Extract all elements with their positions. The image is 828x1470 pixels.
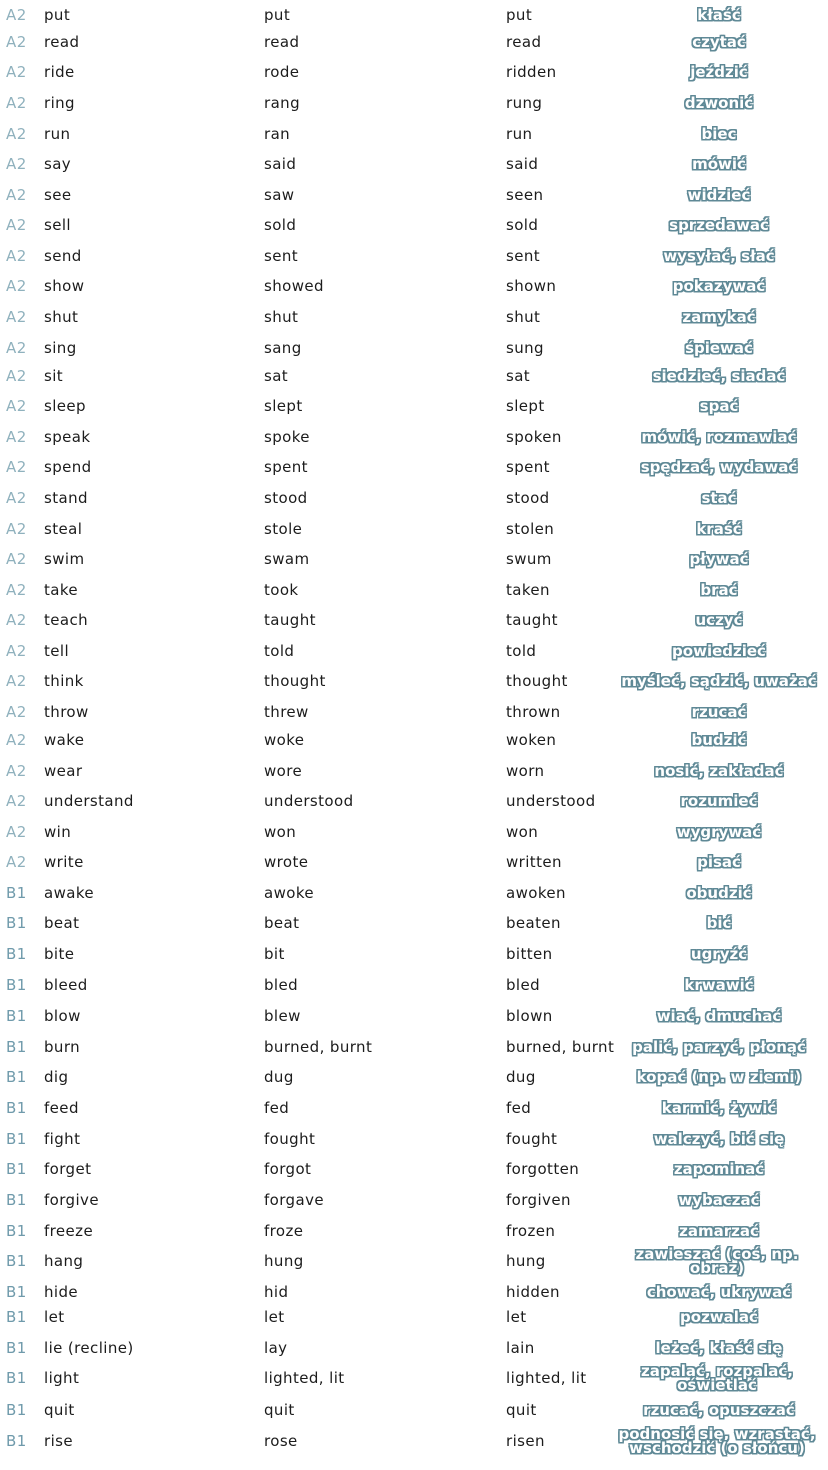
polish-translation: czytać: [692, 33, 746, 51]
base-form: stand: [44, 489, 88, 507]
table-row: [0, 939, 828, 969]
base-form: spend: [44, 458, 92, 476]
base-form: burn: [44, 1038, 81, 1056]
base-form: beat: [44, 914, 80, 932]
polish-translation: wygrywać: [676, 823, 762, 841]
table-row: [0, 1062, 828, 1092]
past-participle: burned, burnt: [506, 1038, 615, 1056]
polish-translation: kłaść: [697, 6, 741, 24]
level-badge: A2: [6, 155, 27, 173]
past-participle: won: [506, 823, 539, 841]
base-form: freeze: [44, 1222, 94, 1240]
polish-translation: widzieć: [687, 186, 751, 204]
polish-translation: pozwalać: [680, 1308, 758, 1326]
past-participle: forgotten: [506, 1160, 580, 1178]
base-form: ride: [44, 63, 75, 81]
level-badge: B1: [6, 976, 27, 994]
past-participle: understood: [506, 792, 596, 810]
base-form: put: [44, 6, 71, 24]
level-badge: B1: [6, 914, 27, 932]
polish-translation: ugryźć: [690, 945, 748, 963]
base-form: rise: [44, 1432, 73, 1450]
past-simple: wrote: [264, 853, 309, 871]
past-simple: bit: [264, 945, 285, 963]
base-form: tell: [44, 642, 70, 660]
base-form: fight: [44, 1130, 81, 1148]
base-form: forget: [44, 1160, 92, 1178]
base-form: show: [44, 277, 85, 295]
table-row: [0, 1363, 828, 1393]
base-form: dig: [44, 1068, 69, 1086]
table-row: [0, 361, 828, 391]
level-badge: A2: [6, 762, 27, 780]
past-simple: stole: [264, 520, 303, 538]
past-simple: read: [264, 33, 300, 51]
past-simple: thought: [264, 672, 326, 690]
past-simple: hung: [264, 1252, 304, 1270]
polish-translation: śpiewać: [685, 339, 753, 357]
polish-translation: myśleć, sądzić, uważać: [621, 672, 817, 690]
base-form: sing: [44, 339, 77, 357]
past-simple: shut: [264, 308, 299, 326]
level-badge: B1: [6, 1339, 27, 1357]
past-simple: burned, burnt: [264, 1038, 373, 1056]
level-badge: A2: [6, 33, 27, 51]
table-row: [0, 333, 828, 363]
polish-translation: zapalać, rozpalać, oświetlać: [641, 1362, 793, 1394]
table-row: [0, 302, 828, 332]
level-badge: A2: [6, 611, 27, 629]
past-participle: taken: [506, 581, 550, 599]
table-row: [0, 452, 828, 482]
level-badge: A2: [6, 63, 27, 81]
base-form: steal: [44, 520, 83, 538]
past-simple: forgot: [264, 1160, 312, 1178]
level-badge: A2: [6, 367, 27, 385]
base-form: shut: [44, 308, 79, 326]
table-row: [0, 1302, 828, 1332]
table-row: [0, 1426, 828, 1456]
base-form: lie (recline): [44, 1339, 134, 1357]
past-participle: sung: [506, 339, 544, 357]
level-badge: B1: [6, 1007, 27, 1025]
polish-translation: pisać: [697, 853, 741, 871]
past-participle: spent: [506, 458, 550, 476]
polish-translation: powiedzieć: [672, 642, 766, 660]
base-form: win: [44, 823, 72, 841]
base-form: understand: [44, 792, 134, 810]
level-badge: B1: [6, 1369, 27, 1387]
past-participle: said: [506, 155, 539, 173]
polish-translation: uczyć: [695, 611, 743, 629]
polish-translation: spędzać, wydawać: [640, 458, 798, 476]
past-simple: let: [264, 1308, 285, 1326]
past-simple: said: [264, 155, 297, 173]
polish-translation: jeździć: [690, 63, 748, 81]
base-form: think: [44, 672, 84, 690]
past-simple: hid: [264, 1283, 289, 1301]
polish-translation: sprzedawać: [669, 216, 769, 234]
level-badge: A2: [6, 458, 27, 476]
past-participle: lighted, lit: [506, 1369, 587, 1387]
base-form: awake: [44, 884, 95, 902]
past-simple: understood: [264, 792, 354, 810]
past-participle: bitten: [506, 945, 553, 963]
past-simple: saw: [264, 186, 295, 204]
past-simple: fed: [264, 1099, 290, 1117]
level-badge: A2: [6, 520, 27, 538]
past-participle: stood: [506, 489, 550, 507]
past-participle: told: [506, 642, 537, 660]
past-participle: shown: [506, 277, 557, 295]
past-participle: ridden: [506, 63, 557, 81]
past-simple: wore: [264, 762, 303, 780]
polish-translation: walczyć, bić się: [653, 1130, 785, 1148]
polish-translation: zawieszać (coś, np. obraz): [635, 1245, 799, 1277]
polish-translation: zamarzać: [679, 1222, 759, 1240]
past-participle: swum: [506, 550, 552, 568]
table-row: [0, 817, 828, 847]
polish-translation: stać: [701, 489, 737, 507]
past-simple: awoke: [264, 884, 315, 902]
level-badge: B1: [6, 1308, 27, 1326]
table-row: [0, 1032, 828, 1062]
polish-translation: wiać, dmuchać: [656, 1007, 782, 1025]
past-simple: sat: [264, 367, 289, 385]
level-badge: A2: [6, 94, 27, 112]
polish-translation: chować, ukrywać: [646, 1283, 792, 1301]
polish-translation: kopać (np. w ziemi): [636, 1068, 802, 1086]
table-row: [0, 1333, 828, 1363]
level-badge: B1: [6, 1252, 27, 1270]
polish-translation: palić, parzyć, płonąć: [632, 1038, 806, 1056]
past-participle: read: [506, 33, 542, 51]
table-row: [0, 1093, 828, 1123]
level-badge: A2: [6, 550, 27, 568]
base-form: hide: [44, 1283, 79, 1301]
base-form: send: [44, 247, 82, 265]
past-participle: risen: [506, 1432, 545, 1450]
table-row: [0, 180, 828, 210]
table-row: [0, 27, 828, 57]
polish-translation: budzić: [691, 731, 747, 749]
polish-translation: kraść: [696, 520, 742, 538]
past-simple: beat: [264, 914, 300, 932]
past-simple: woke: [264, 731, 305, 749]
polish-translation: rzucać, opuszczać: [643, 1401, 795, 1419]
base-form: feed: [44, 1099, 79, 1117]
past-participle: spoken: [506, 428, 562, 446]
past-simple: lighted, lit: [264, 1369, 345, 1387]
past-simple: bled: [264, 976, 299, 994]
polish-translation: leżeć, kłaść się: [655, 1339, 783, 1357]
past-simple: stood: [264, 489, 308, 507]
level-badge: A2: [6, 428, 27, 446]
table-row: [0, 422, 828, 452]
level-badge: B1: [6, 1068, 27, 1086]
base-form: swim: [44, 550, 85, 568]
polish-translation: obudzić: [686, 884, 752, 902]
polish-translation: nosić, zakładać: [654, 762, 784, 780]
polish-translation: zapominać: [673, 1160, 765, 1178]
polish-translation: karmić, żywić: [661, 1099, 777, 1117]
past-simple: sent: [264, 247, 299, 265]
base-form: write: [44, 853, 84, 871]
table-row: [0, 756, 828, 786]
base-form: throw: [44, 703, 89, 721]
table-row: [0, 666, 828, 696]
past-participle: rung: [506, 94, 543, 112]
base-form: bite: [44, 945, 75, 963]
table-row: [0, 786, 828, 816]
base-form: wake: [44, 731, 85, 749]
polish-translation: pokazywać: [672, 277, 766, 295]
level-badge: B1: [6, 1401, 27, 1419]
table-row: [0, 210, 828, 240]
base-form: hang: [44, 1252, 84, 1270]
level-badge: B1: [6, 1160, 27, 1178]
level-badge: A2: [6, 125, 27, 143]
past-participle: fought: [506, 1130, 558, 1148]
table-row: [0, 483, 828, 513]
level-badge: A2: [6, 581, 27, 599]
past-participle: taught: [506, 611, 558, 629]
past-simple: dug: [264, 1068, 294, 1086]
table-row: [0, 88, 828, 118]
base-form: wear: [44, 762, 83, 780]
table-row: [0, 514, 828, 544]
past-participle: forgiven: [506, 1191, 571, 1209]
level-badge: A2: [6, 277, 27, 295]
past-participle: stolen: [506, 520, 555, 538]
past-participle: hung: [506, 1252, 546, 1270]
table-row: [0, 1395, 828, 1425]
table-row: [0, 847, 828, 877]
base-form: bleed: [44, 976, 88, 994]
polish-translation: zamykać: [682, 308, 756, 326]
past-participle: beaten: [506, 914, 561, 932]
level-badge: A2: [6, 731, 27, 749]
past-participle: frozen: [506, 1222, 556, 1240]
past-simple: ran: [264, 125, 291, 143]
table-row: [0, 241, 828, 271]
base-form: say: [44, 155, 72, 173]
table-row: [0, 878, 828, 908]
past-simple: won: [264, 823, 297, 841]
level-badge: B1: [6, 1099, 27, 1117]
base-form: forgive: [44, 1191, 99, 1209]
polish-translation: biec: [701, 125, 737, 143]
table-row: [0, 149, 828, 179]
table-row: [0, 0, 828, 30]
past-simple: taught: [264, 611, 316, 629]
level-badge: A2: [6, 823, 27, 841]
table-row: [0, 725, 828, 755]
table-row: [0, 1185, 828, 1215]
level-badge: B1: [6, 1432, 27, 1450]
polish-translation: siedzieć, siadać: [652, 367, 786, 385]
table-row: [0, 544, 828, 574]
past-simple: rang: [264, 94, 300, 112]
polish-translation: krwawić: [684, 976, 754, 994]
past-participle: sold: [506, 216, 539, 234]
base-form: see: [44, 186, 72, 204]
past-participle: thrown: [506, 703, 561, 721]
polish-translation: mówić, rozmawiać: [641, 428, 797, 446]
past-simple: slept: [264, 397, 303, 415]
table-row: [0, 1001, 828, 1031]
base-form: teach: [44, 611, 89, 629]
past-simple: fought: [264, 1130, 316, 1148]
past-participle: lain: [506, 1339, 535, 1357]
past-simple: put: [264, 6, 291, 24]
table-row: [0, 697, 828, 727]
polish-translation: podnosić się, wzrastać, wschodzić (o słońcu): [618, 1425, 816, 1457]
level-badge: A2: [6, 247, 27, 265]
table-row: [0, 908, 828, 938]
table-row: [0, 636, 828, 666]
polish-translation: bić: [706, 914, 732, 932]
table-row: [0, 1124, 828, 1154]
level-badge: B1: [6, 1222, 27, 1240]
base-form: blow: [44, 1007, 81, 1025]
level-badge: B1: [6, 945, 27, 963]
level-badge: B1: [6, 1191, 27, 1209]
past-participle: awoken: [506, 884, 566, 902]
past-simple: told: [264, 642, 295, 660]
past-participle: dug: [506, 1068, 536, 1086]
past-participle: hidden: [506, 1283, 560, 1301]
past-simple: rose: [264, 1432, 298, 1450]
level-badge: A2: [6, 186, 27, 204]
table-row: [0, 1154, 828, 1184]
polish-translation: wysyłać, słać: [663, 247, 775, 265]
base-form: read: [44, 33, 80, 51]
level-badge: A2: [6, 397, 27, 415]
level-badge: A2: [6, 792, 27, 810]
base-form: light: [44, 1369, 80, 1387]
level-badge: B1: [6, 1283, 27, 1301]
past-simple: lay: [264, 1339, 288, 1357]
past-simple: forgave: [264, 1191, 324, 1209]
level-badge: A2: [6, 308, 27, 326]
level-badge: A2: [6, 672, 27, 690]
past-simple: spoke: [264, 428, 310, 446]
table-row: [0, 391, 828, 421]
base-form: speak: [44, 428, 91, 446]
past-participle: quit: [506, 1401, 537, 1419]
level-badge: A2: [6, 853, 27, 871]
past-participle: run: [506, 125, 533, 143]
past-simple: froze: [264, 1222, 304, 1240]
past-participle: written: [506, 853, 562, 871]
polish-translation: rzucać: [691, 703, 747, 721]
past-participle: worn: [506, 762, 545, 780]
level-badge: A2: [6, 339, 27, 357]
past-participle: put: [506, 6, 533, 24]
polish-translation: rozumieć: [680, 792, 758, 810]
past-participle: fed: [506, 1099, 532, 1117]
past-participle: let: [506, 1308, 527, 1326]
table-row: [0, 1216, 828, 1246]
past-participle: woken: [506, 731, 557, 749]
past-participle: thought: [506, 672, 568, 690]
table-row: [0, 605, 828, 635]
base-form: take: [44, 581, 79, 599]
past-participle: shut: [506, 308, 541, 326]
past-participle: sent: [506, 247, 541, 265]
past-participle: sat: [506, 367, 531, 385]
past-simple: quit: [264, 1401, 295, 1419]
level-badge: A2: [6, 216, 27, 234]
past-simple: threw: [264, 703, 309, 721]
past-participle: bled: [506, 976, 541, 994]
base-form: quit: [44, 1401, 75, 1419]
base-form: sit: [44, 367, 64, 385]
level-badge: B1: [6, 1130, 27, 1148]
table-row: [0, 271, 828, 301]
polish-translation: dzwonić: [684, 94, 754, 112]
past-simple: swam: [264, 550, 310, 568]
level-badge: A2: [6, 703, 27, 721]
table-row: [0, 57, 828, 87]
table-row: [0, 1246, 828, 1276]
base-form: run: [44, 125, 71, 143]
level-badge: A2: [6, 489, 27, 507]
base-form: sell: [44, 216, 71, 234]
past-simple: sang: [264, 339, 302, 357]
base-form: sleep: [44, 397, 86, 415]
polish-translation: mówić: [692, 155, 746, 173]
level-badge: B1: [6, 884, 27, 902]
table-row: [0, 575, 828, 605]
level-badge: A2: [6, 6, 27, 24]
past-simple: blew: [264, 1007, 301, 1025]
polish-translation: wybaczać: [678, 1191, 760, 1209]
table-row: [0, 970, 828, 1000]
base-form: let: [44, 1308, 65, 1326]
table-row: [0, 119, 828, 149]
past-simple: rode: [264, 63, 300, 81]
polish-translation: pływać: [689, 550, 749, 568]
past-participle: seen: [506, 186, 544, 204]
past-simple: spent: [264, 458, 308, 476]
level-badge: B1: [6, 1038, 27, 1056]
past-simple: took: [264, 581, 299, 599]
past-simple: sold: [264, 216, 297, 234]
past-participle: slept: [506, 397, 545, 415]
past-participle: blown: [506, 1007, 553, 1025]
polish-translation: spać: [699, 397, 739, 415]
past-simple: showed: [264, 277, 324, 295]
base-form: ring: [44, 94, 75, 112]
polish-translation: brać: [700, 581, 738, 599]
level-badge: A2: [6, 642, 27, 660]
